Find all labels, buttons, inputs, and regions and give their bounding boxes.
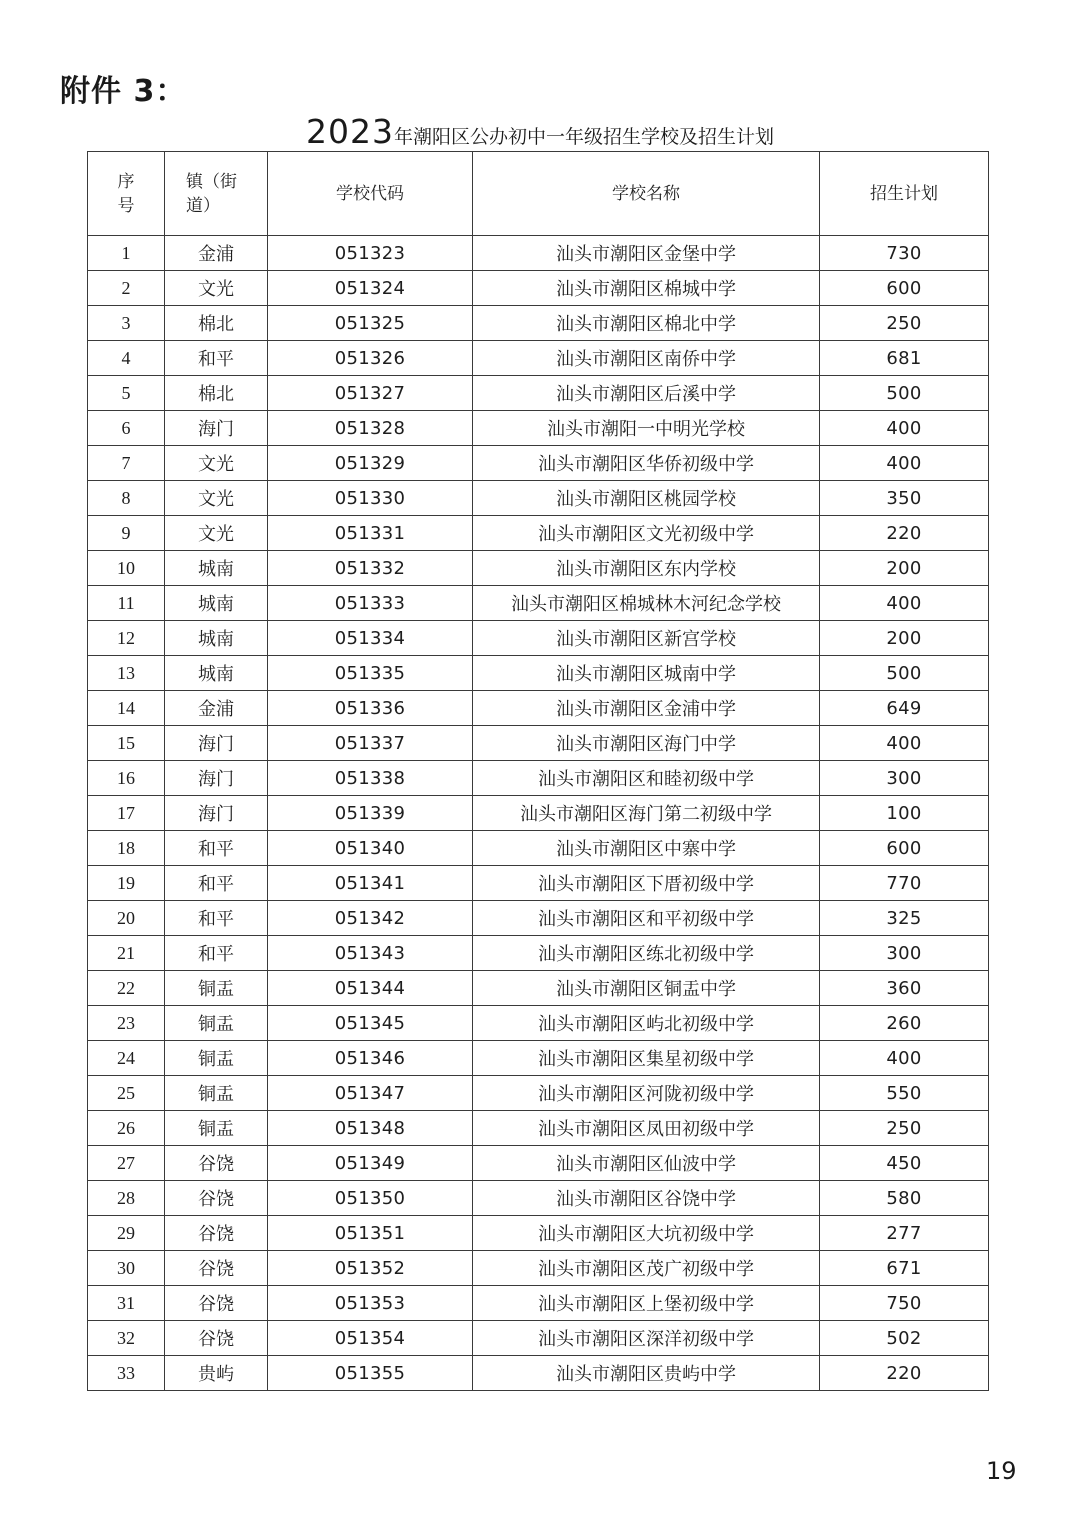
row-school-code: 051344 — [268, 971, 473, 1006]
row-school-name: 汕头市潮阳区茂广初级中学 — [473, 1251, 820, 1286]
row-enrollment-plan: 300 — [820, 936, 989, 971]
row-school-code: 051332 — [268, 551, 473, 586]
row-school-code: 051347 — [268, 1076, 473, 1111]
row-enrollment-plan: 400 — [820, 586, 989, 621]
row-school-code: 051338 — [268, 761, 473, 796]
table-row — [88, 866, 989, 901]
row-enrollment-plan: 250 — [820, 306, 989, 341]
header-index — [88, 152, 165, 236]
table-row — [88, 621, 989, 656]
header-index-label: 序号 — [117, 171, 135, 216]
row-index: 27 — [88, 1146, 165, 1181]
table-row — [88, 481, 989, 516]
row-school-code: 051340 — [268, 831, 473, 866]
row-school-code: 051328 — [268, 411, 473, 446]
row-school-name: 汕头市潮阳区练北初级中学 — [473, 936, 820, 971]
row-school-name: 汕头市潮阳区文光初级中学 — [473, 516, 820, 551]
row-school-name: 汕头市潮阳区棉城林木河纪念学校 — [473, 586, 820, 621]
row-school-name: 汕头市潮阳区南侨中学 — [473, 341, 820, 376]
table-row — [88, 446, 989, 481]
row-index: 29 — [88, 1216, 165, 1251]
table-row — [88, 691, 989, 726]
row-town: 谷饶 — [165, 1146, 268, 1181]
row-enrollment-plan: 300 — [820, 761, 989, 796]
row-index: 26 — [88, 1111, 165, 1146]
row-school-code: 051355 — [268, 1356, 473, 1391]
table-row — [88, 726, 989, 761]
row-town: 海门 — [165, 796, 268, 831]
header-plan: 招生计划 — [820, 152, 989, 236]
row-school-code: 051333 — [268, 586, 473, 621]
table-row — [88, 271, 989, 306]
table-row — [88, 1356, 989, 1391]
row-town: 海门 — [165, 726, 268, 761]
row-index: 30 — [88, 1251, 165, 1286]
row-town: 城南 — [165, 551, 268, 586]
row-town: 海门 — [165, 761, 268, 796]
row-school-code: 051342 — [268, 901, 473, 936]
row-town: 和平 — [165, 866, 268, 901]
table-row — [88, 1216, 989, 1251]
row-town: 和平 — [165, 831, 268, 866]
table-row — [88, 1041, 989, 1076]
row-index: 10 — [88, 551, 165, 586]
row-index: 8 — [88, 481, 165, 516]
row-school-code: 051351 — [268, 1216, 473, 1251]
table-row — [88, 971, 989, 1006]
row-index: 23 — [88, 1006, 165, 1041]
row-school-name: 汕头市潮阳区贵屿中学 — [473, 1356, 820, 1391]
row-enrollment-plan: 260 — [820, 1006, 989, 1041]
table-row — [88, 306, 989, 341]
row-index: 21 — [88, 936, 165, 971]
row-index: 28 — [88, 1181, 165, 1216]
table-row — [88, 656, 989, 691]
row-enrollment-plan: 400 — [820, 411, 989, 446]
row-town: 铜盂 — [165, 1041, 268, 1076]
row-enrollment-plan: 400 — [820, 726, 989, 761]
row-school-code: 051329 — [268, 446, 473, 481]
row-enrollment-plan: 600 — [820, 271, 989, 306]
table-row — [88, 1181, 989, 1216]
row-town: 棉北 — [165, 306, 268, 341]
row-index: 12 — [88, 621, 165, 656]
row-index: 1 — [88, 236, 165, 271]
table-row — [88, 586, 989, 621]
row-school-name: 汕头市潮阳区东内学校 — [473, 551, 820, 586]
row-school-code: 051343 — [268, 936, 473, 971]
row-enrollment-plan: 770 — [820, 866, 989, 901]
row-enrollment-plan: 649 — [820, 691, 989, 726]
row-index: 22 — [88, 971, 165, 1006]
row-enrollment-plan: 100 — [820, 796, 989, 831]
row-school-name: 汕头市潮阳区海门第二初级中学 — [473, 796, 820, 831]
row-enrollment-plan: 600 — [820, 831, 989, 866]
row-enrollment-plan: 220 — [820, 1356, 989, 1391]
row-town: 和平 — [165, 936, 268, 971]
row-school-code: 051326 — [268, 341, 473, 376]
table-row — [88, 1111, 989, 1146]
row-index: 2 — [88, 271, 165, 306]
row-school-code: 051341 — [268, 866, 473, 901]
row-enrollment-plan: 500 — [820, 376, 989, 411]
row-school-name: 汕头市潮阳区大坑初级中学 — [473, 1216, 820, 1251]
row-school-code: 051336 — [268, 691, 473, 726]
table-row — [88, 1076, 989, 1111]
row-index: 11 — [88, 586, 165, 621]
row-town: 城南 — [165, 656, 268, 691]
row-index: 6 — [88, 411, 165, 446]
row-school-name: 汕头市潮阳区下厝初级中学 — [473, 866, 820, 901]
row-school-code: 051353 — [268, 1286, 473, 1321]
row-enrollment-plan: 277 — [820, 1216, 989, 1251]
row-school-code: 051339 — [268, 796, 473, 831]
row-town: 铜盂 — [165, 971, 268, 1006]
row-index: 18 — [88, 831, 165, 866]
row-index: 7 — [88, 446, 165, 481]
row-enrollment-plan: 250 — [820, 1111, 989, 1146]
row-school-code: 051325 — [268, 306, 473, 341]
table-row — [88, 1286, 989, 1321]
table-row — [88, 901, 989, 936]
row-index: 15 — [88, 726, 165, 761]
row-school-name: 汕头市潮阳区深洋初级中学 — [473, 1321, 820, 1356]
table-row — [88, 1006, 989, 1041]
row-school-code: 051337 — [268, 726, 473, 761]
row-school-code: 051327 — [268, 376, 473, 411]
row-enrollment-plan: 220 — [820, 516, 989, 551]
table-row — [88, 341, 989, 376]
title-text: 年潮阳区公办初中一年级招生学校及招生计划 — [393, 126, 774, 148]
row-school-code: 051334 — [268, 621, 473, 656]
row-school-code: 051324 — [268, 271, 473, 306]
row-index: 24 — [88, 1041, 165, 1076]
row-school-name: 汕头市潮阳区凤田初级中学 — [473, 1111, 820, 1146]
row-school-name: 汕头市潮阳区屿北初级中学 — [473, 1006, 820, 1041]
row-school-code: 051345 — [268, 1006, 473, 1041]
row-school-name: 汕头市潮阳区棉城中学 — [473, 271, 820, 306]
row-enrollment-plan: 580 — [820, 1181, 989, 1216]
row-town: 文光 — [165, 516, 268, 551]
row-enrollment-plan: 730 — [820, 236, 989, 271]
row-town: 棉北 — [165, 376, 268, 411]
row-school-name: 汕头市潮阳区和平初级中学 — [473, 901, 820, 936]
row-school-code: 051350 — [268, 1181, 473, 1216]
row-town: 谷饶 — [165, 1286, 268, 1321]
row-index: 16 — [88, 761, 165, 796]
row-school-name: 汕头市潮阳区海门中学 — [473, 726, 820, 761]
row-index: 9 — [88, 516, 165, 551]
row-school-name: 汕头市潮阳区和睦初级中学 — [473, 761, 820, 796]
table-row — [88, 1321, 989, 1356]
header-name: 学校名称 — [473, 152, 820, 236]
row-school-name: 汕头市潮阳区新宫学校 — [473, 621, 820, 656]
row-town: 和平 — [165, 341, 268, 376]
row-index: 3 — [88, 306, 165, 341]
row-enrollment-plan: 500 — [820, 656, 989, 691]
row-school-code: 051330 — [268, 481, 473, 516]
header-town-label: 镇（街道） — [186, 171, 237, 216]
row-town: 城南 — [165, 586, 268, 621]
table-row — [88, 516, 989, 551]
row-town: 城南 — [165, 621, 268, 656]
row-index: 14 — [88, 691, 165, 726]
table-row — [88, 551, 989, 586]
table-header-row — [88, 152, 989, 236]
row-enrollment-plan: 671 — [820, 1251, 989, 1286]
table-row — [88, 831, 989, 866]
row-index: 32 — [88, 1321, 165, 1356]
row-school-name: 汕头市潮阳一中明光学校 — [473, 411, 820, 446]
row-index: 4 — [88, 341, 165, 376]
row-index: 19 — [88, 866, 165, 901]
row-school-code: 051352 — [268, 1251, 473, 1286]
row-school-name: 汕头市潮阳区中寨中学 — [473, 831, 820, 866]
row-school-code: 051323 — [268, 236, 473, 271]
row-school-name: 汕头市潮阳区棉北中学 — [473, 306, 820, 341]
row-school-name: 汕头市潮阳区上堡初级中学 — [473, 1286, 820, 1321]
row-school-name: 汕头市潮阳区城南中学 — [473, 656, 820, 691]
row-town: 谷饶 — [165, 1181, 268, 1216]
row-school-name: 汕头市潮阳区仙波中学 — [473, 1146, 820, 1181]
table-row — [88, 411, 989, 446]
row-school-name: 汕头市潮阳区华侨初级中学 — [473, 446, 820, 481]
row-index: 31 — [88, 1286, 165, 1321]
row-school-name: 汕头市潮阳区金堡中学 — [473, 236, 820, 271]
row-town: 金浦 — [165, 691, 268, 726]
enrollment-plan-table — [87, 151, 989, 1391]
row-index: 13 — [88, 656, 165, 691]
row-enrollment-plan: 502 — [820, 1321, 989, 1356]
row-school-name: 汕头市潮阳区后溪中学 — [473, 376, 820, 411]
row-town: 文光 — [165, 271, 268, 306]
row-index: 33 — [88, 1356, 165, 1391]
row-enrollment-plan: 350 — [820, 481, 989, 516]
row-school-name: 汕头市潮阳区谷饶中学 — [473, 1181, 820, 1216]
row-school-code: 051349 — [268, 1146, 473, 1181]
table-row — [88, 761, 989, 796]
row-enrollment-plan: 200 — [820, 551, 989, 586]
row-school-code: 051354 — [268, 1321, 473, 1356]
row-town: 和平 — [165, 901, 268, 936]
row-index: 20 — [88, 901, 165, 936]
row-index: 17 — [88, 796, 165, 831]
title-year: 2023 — [306, 112, 394, 151]
row-index: 5 — [88, 376, 165, 411]
row-enrollment-plan: 750 — [820, 1286, 989, 1321]
row-school-code: 051346 — [268, 1041, 473, 1076]
row-town: 海门 — [165, 411, 268, 446]
row-enrollment-plan: 681 — [820, 341, 989, 376]
page-number: 19 — [986, 1457, 1017, 1485]
row-town: 谷饶 — [165, 1251, 268, 1286]
table-row — [88, 1251, 989, 1286]
row-enrollment-plan: 200 — [820, 621, 989, 656]
row-school-name: 汕头市潮阳区集星初级中学 — [473, 1041, 820, 1076]
row-school-code: 051348 — [268, 1111, 473, 1146]
row-school-name: 汕头市潮阳区河陇初级中学 — [473, 1076, 820, 1111]
table-row — [88, 376, 989, 411]
table-row — [88, 1146, 989, 1181]
row-school-code: 051335 — [268, 656, 473, 691]
row-index: 25 — [88, 1076, 165, 1111]
header-town — [165, 152, 268, 236]
header-code: 学校代码 — [268, 152, 473, 236]
table-row — [88, 236, 989, 271]
table-row — [88, 796, 989, 831]
row-enrollment-plan: 360 — [820, 971, 989, 1006]
row-town: 谷饶 — [165, 1321, 268, 1356]
row-town: 文光 — [165, 446, 268, 481]
row-town: 金浦 — [165, 236, 268, 271]
row-town: 谷饶 — [165, 1216, 268, 1251]
row-town: 铜盂 — [165, 1111, 268, 1146]
row-town: 贵屿 — [165, 1356, 268, 1391]
row-enrollment-plan: 325 — [820, 901, 989, 936]
row-enrollment-plan: 450 — [820, 1146, 989, 1181]
table-body — [88, 236, 989, 1391]
table-row — [88, 936, 989, 971]
row-town: 铜盂 — [165, 1006, 268, 1041]
row-school-name: 汕头市潮阳区金浦中学 — [473, 691, 820, 726]
row-school-code: 051331 — [268, 516, 473, 551]
row-enrollment-plan: 400 — [820, 1041, 989, 1076]
row-enrollment-plan: 400 — [820, 446, 989, 481]
row-school-name: 汕头市潮阳区铜盂中学 — [473, 971, 820, 1006]
attachment-label: 附件 3： — [60, 74, 187, 109]
row-school-name: 汕头市潮阳区桃园学校 — [473, 481, 820, 516]
row-enrollment-plan: 550 — [820, 1076, 989, 1111]
row-town: 文光 — [165, 481, 268, 516]
row-town: 铜盂 — [165, 1076, 268, 1111]
